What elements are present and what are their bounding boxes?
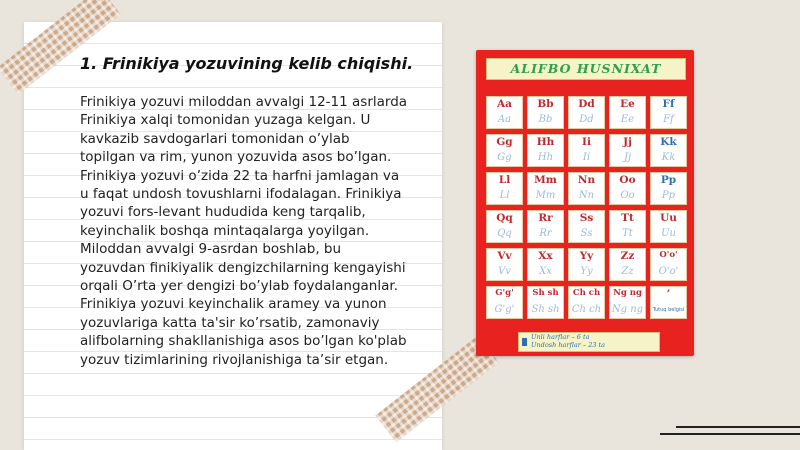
letter-cursive: Jj bbox=[623, 152, 632, 163]
letter-cell bbox=[486, 96, 523, 129]
letter-cell bbox=[609, 286, 646, 319]
letter-cell bbox=[609, 172, 646, 205]
letter-cursive: Yy bbox=[580, 266, 593, 277]
letter-print: Aa bbox=[497, 98, 512, 110]
letter-cursive: O'o' bbox=[658, 266, 679, 277]
letter-print: Dd bbox=[578, 98, 595, 110]
letter-print: Uu bbox=[660, 212, 677, 224]
letter-print: Ff bbox=[662, 98, 675, 110]
letter-cursive: Pp bbox=[661, 190, 676, 201]
letter-cursive: Tutuq belgisi bbox=[652, 307, 685, 313]
letter-print: Ss bbox=[579, 212, 594, 224]
letter-cell bbox=[486, 210, 523, 243]
letter-print: Sh sh bbox=[532, 288, 559, 298]
letter-cursive: Rr bbox=[539, 228, 552, 239]
letter-cursive: Vv bbox=[498, 266, 511, 277]
letter-cursive: Zz bbox=[621, 266, 634, 277]
letter-cell bbox=[609, 248, 646, 281]
letter-print: Mm bbox=[534, 174, 557, 186]
letter-print: Ng ng bbox=[613, 288, 642, 298]
poster-title: ALIFBO HUSNIXAT bbox=[486, 58, 686, 80]
letter-cursive: Dd bbox=[579, 114, 594, 125]
letter-cell bbox=[527, 134, 564, 167]
letter-print: Hh bbox=[536, 136, 555, 148]
letter-cell bbox=[486, 134, 523, 167]
letter-cursive: Ng ng bbox=[611, 304, 644, 315]
letter-print: Ch ch bbox=[572, 288, 601, 298]
letter-cursive: Ff bbox=[663, 114, 674, 125]
letter-print: Jj bbox=[623, 136, 632, 148]
letter-cursive: Nn bbox=[578, 190, 595, 201]
letter-cursive: Oo bbox=[620, 190, 635, 201]
letter-print: Ee bbox=[620, 98, 635, 110]
letter-cursive: Ee bbox=[620, 114, 635, 125]
letter-print: Bb bbox=[537, 98, 554, 110]
letter-cell bbox=[568, 134, 605, 167]
letter-cursive: Ii bbox=[582, 152, 591, 163]
letter-cursive: Ss bbox=[580, 228, 593, 239]
letter-grid bbox=[486, 96, 688, 319]
letter-cell bbox=[568, 248, 605, 281]
letter-cursive: Tt bbox=[622, 228, 633, 239]
section-heading: 1. Frinikiya yozuvining kelib chiqishi. bbox=[80, 54, 414, 73]
alphabet-poster-image bbox=[476, 50, 694, 356]
letter-cursive: Xx bbox=[539, 266, 552, 277]
letter-cell bbox=[650, 96, 687, 129]
letter-cell bbox=[609, 210, 646, 243]
letter-cell bbox=[486, 286, 523, 319]
letter-cell bbox=[609, 96, 646, 129]
letter-cursive: Uu bbox=[661, 228, 676, 239]
letter-cursive: Kk bbox=[661, 152, 676, 163]
letter-cell bbox=[527, 172, 564, 205]
letter-cursive: Hh bbox=[537, 152, 554, 163]
letter-print: O'o' bbox=[659, 250, 678, 260]
letter-print: Gg bbox=[496, 136, 513, 148]
letter-cell bbox=[568, 210, 605, 243]
letter-cell bbox=[527, 96, 564, 129]
letter-cell bbox=[527, 210, 564, 243]
letter-cursive: Ch ch bbox=[571, 304, 602, 315]
letter-cell bbox=[486, 248, 523, 281]
letter-print: Kk bbox=[660, 136, 677, 148]
letter-cell bbox=[650, 248, 687, 281]
letter-cell bbox=[527, 286, 564, 319]
letter-print: ’ bbox=[666, 288, 671, 300]
letter-print: Nn bbox=[577, 174, 596, 186]
poster-legend bbox=[518, 332, 660, 352]
letter-print: Qq bbox=[496, 212, 513, 224]
letter-cell bbox=[568, 286, 605, 319]
legend-consonants: Undosh harflar – 23 ta bbox=[531, 341, 606, 349]
letter-print: G'g' bbox=[495, 288, 514, 298]
letter-cell bbox=[568, 172, 605, 205]
letter-print: Vv bbox=[497, 250, 512, 262]
letter-cell bbox=[650, 286, 687, 319]
letter-print: Yy bbox=[579, 250, 594, 262]
pencil-icon bbox=[522, 338, 527, 346]
letter-print: Xx bbox=[538, 250, 553, 262]
letter-cell bbox=[568, 96, 605, 129]
letter-cursive: Qq bbox=[497, 228, 512, 239]
letter-cursive: Bb bbox=[538, 114, 553, 125]
letter-cell bbox=[486, 172, 523, 205]
letter-cursive: Ll bbox=[499, 190, 510, 201]
letter-cursive: Aa bbox=[497, 114, 512, 125]
letter-cursive: Sh sh bbox=[531, 304, 560, 315]
letter-cursive: Mm bbox=[535, 190, 556, 201]
letter-print: Pp bbox=[660, 174, 677, 186]
letter-cursive: Gg bbox=[497, 152, 512, 163]
legend-vowels: Unli harflar – 6 ta bbox=[531, 333, 590, 341]
letter-print: Rr bbox=[538, 212, 553, 224]
letter-cell bbox=[650, 210, 687, 243]
letter-print: Oo bbox=[619, 174, 636, 186]
letter-print: Ll bbox=[498, 174, 511, 186]
letter-print: Ii bbox=[582, 136, 591, 148]
letter-print: Tt bbox=[621, 212, 634, 224]
letter-cell bbox=[609, 134, 646, 167]
letter-cell bbox=[527, 248, 564, 281]
letter-print: Zz bbox=[620, 250, 635, 262]
letter-cell bbox=[650, 172, 687, 205]
body-paragraph: Frinikiya yozuvi miloddan avvalgi 12-11 asrlarda Frinikiya xalqi tomonidan yuzaga kelgan. U kavkazib savdogarlari tomonidan o’ylab topilgan va rim, yunon yozuvida asos bo’lgan. Frinikiya yozuvi o’zida 22 ta harfni jamlagan va u faqat undosh tovushlarni ifodalagan. Frinikiya yozuvi fors-levant hududida keng tarqalib, keyinchalik boshqa mintaqalarga yoyilgan. Miloddan avvalgi 9-asrdan boshlab, bu yozuvdan finikiyalik dengizchilarning kengayishi orqali O’rta yer dengizi bo’ylab foydalanganlar. Frinikiya yozuvi keyinchalik aramey va yunon yozuvlariga katta ta'sir ko’rsatib, zamonaviy alifbolarning shakllanishiga asos bo’lgan ko'plab yozuv tizimlarining rivojlanishiga ta’sir etgan. bbox=[80, 94, 408, 368]
letter-cursive: G'g' bbox=[494, 304, 515, 315]
letter-cell bbox=[650, 134, 687, 167]
decorative-lines bbox=[676, 426, 800, 446]
